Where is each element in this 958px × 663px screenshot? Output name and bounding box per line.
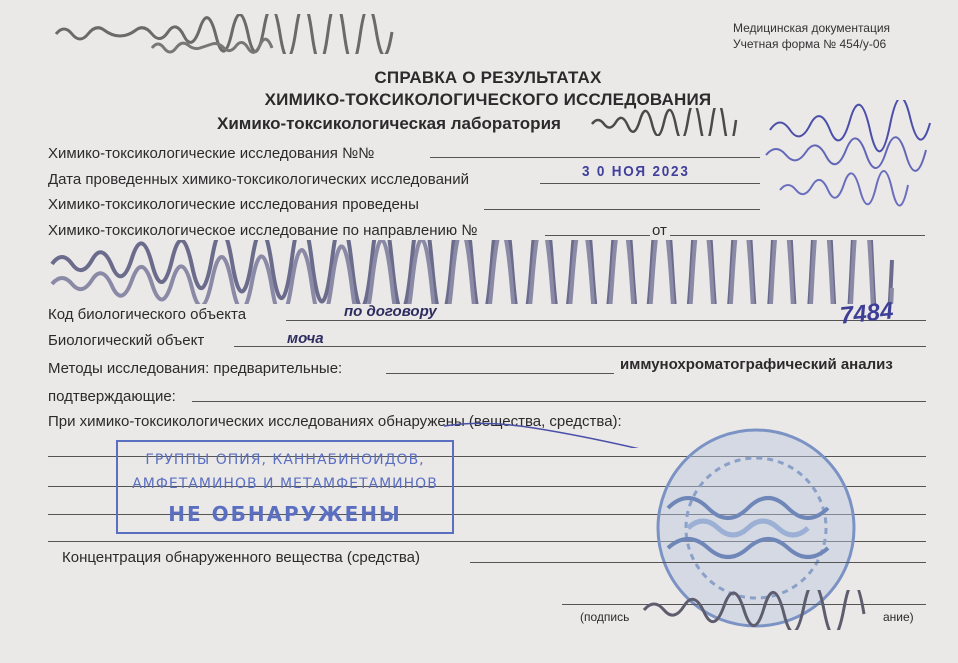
date-line: [540, 183, 760, 184]
redacted-header-scribble: [52, 14, 422, 54]
research-numbers-line: [430, 157, 760, 158]
date-stamp-value: 3 0 НОЯ 2023: [582, 163, 690, 180]
form-corner: [733, 20, 890, 52]
corner-line2: Учетная форма № 454/у-06: [733, 37, 887, 51]
lab-label: Химико-токсикологическая лаборатория: [217, 114, 561, 133]
referral-number-line: [545, 235, 650, 236]
confirming-line: [192, 401, 926, 402]
negative-result-stamp: [116, 440, 454, 534]
confirming-label: подтверждающие:: [48, 388, 176, 405]
redacted-lab-name: [590, 108, 760, 136]
date-label: Дата проведенных химико-токсикологических исследований: [48, 171, 469, 188]
research-numbers-label: Химико-токсикологические исследования №№: [48, 145, 375, 162]
conducted-line: [484, 209, 760, 210]
concentration-line: [470, 562, 926, 563]
strike-through-pen: [440, 418, 650, 448]
corner-line1: Медицинская документация: [733, 21, 891, 35]
methods-value: иммунохроматографический анализ: [620, 356, 893, 373]
title-line1: СПРАВКА О РЕЗУЛЬТАТАХ: [374, 68, 602, 87]
redacted-signature: [640, 590, 880, 630]
bio-object-label: Биологический объект: [48, 332, 205, 349]
stamp-line3: НЕ ОБНАРУЖЕНЫ: [168, 502, 402, 526]
bio-code-line: [286, 320, 926, 321]
title-line2: ХИМИКО-ТОКСИКОЛОГИЧЕСКОГО ИССЛЕДОВАНИЯ: [264, 90, 712, 109]
pen-scribble-top-right: [760, 100, 950, 220]
conducted-label: Химико-токсикологические исследования проведены: [48, 196, 419, 213]
signature-caption-right: ание): [883, 610, 914, 624]
bio-code-value: по договору: [344, 303, 437, 320]
methods-label: Методы исследования: предварительные:: [48, 360, 343, 377]
bio-code-label: Код биологического объекта: [48, 306, 247, 323]
redacted-patient-row: [48, 240, 928, 304]
bio-object-line: [234, 346, 926, 347]
methods-line: [386, 373, 614, 374]
bio-code-number: 7484: [838, 297, 895, 330]
found-label: При химико-токсикологических исследованиях обнаружены (вещества, средства):: [48, 413, 622, 430]
stamp-line1: ГРУППЫ ОПИЯ, КАННАБИНОИДОВ,: [145, 452, 425, 468]
referral-from-label: от: [652, 222, 667, 239]
referral-date-line: [670, 235, 925, 236]
bio-object-value: моча: [287, 330, 324, 347]
signature-caption-left: (подпись: [580, 610, 630, 624]
concentration-label: Концентрация обнаруженного вещества (средства): [62, 549, 421, 566]
stamp-line2: АМФЕТАМИНОВ И МЕТАМФЕТАМИНОВ: [132, 476, 438, 492]
referral-label: Химико-токсикологическое исследование по направлению №: [48, 222, 478, 239]
